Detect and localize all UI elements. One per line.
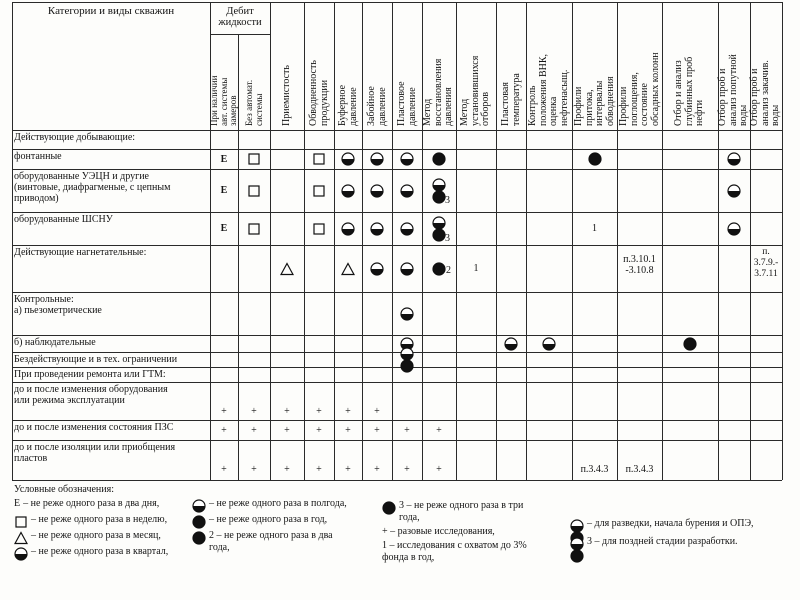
column-header (617, 2, 662, 130)
row-label: Действующие нагнетательные: (14, 247, 147, 258)
cell-value: п. 3.7.9.- 3.7.11 (753, 247, 779, 279)
quarter-circle-icon (341, 184, 355, 198)
half-over-filled-icon (570, 536, 584, 567)
legend-text: 3 – для поздней стадии разработки. (587, 536, 738, 547)
half-circle-icon (727, 222, 741, 236)
half-circle-icon (400, 184, 414, 198)
cell-value: E (220, 223, 228, 234)
row-label: до и после изоляции или приобщения пластов (14, 442, 176, 464)
column-header-label: При наличии авт. системы замеров (208, 75, 238, 126)
cell-value: + (316, 464, 322, 475)
column-header (572, 2, 617, 130)
header-categories: Категории и виды скважин (47, 6, 175, 17)
cell-value: + (221, 464, 227, 475)
legend-text: + – разовые исследования, (382, 526, 495, 537)
row-label: б) наблюдательные (14, 337, 96, 348)
square-icon (312, 222, 326, 236)
row-label: до и после изменения состояния ПЗС (14, 422, 174, 433)
cell-value: п.3.4.3 (625, 464, 654, 475)
column-header (662, 2, 718, 130)
legend-text: – не реже одного раза в два дня, (23, 498, 160, 509)
legend-item (14, 546, 168, 565)
legend-text: – не реже одного раза в полгода, (209, 498, 347, 509)
cell-value: 1 (473, 263, 479, 274)
cell-value: + (251, 464, 257, 475)
subscript: 2 (446, 264, 451, 276)
row-label: При проведении ремонта или ГТМ: (14, 369, 166, 380)
cell-value: + (284, 464, 290, 475)
column-header-label: Отбор проб и анализ попутной воды (717, 54, 750, 126)
cell-value: E (220, 153, 228, 165)
quarter-circle-icon (341, 152, 355, 166)
legend-item (382, 526, 495, 538)
row-label: до и после изменения оборудования или режима эксплуатации (14, 384, 168, 406)
half-over-filled-icon (432, 178, 446, 204)
filled-circle-icon (192, 530, 206, 549)
legend-text: – не реже одного раза в квартал, (31, 546, 169, 557)
legend-mark: E (14, 498, 21, 509)
column-header (362, 2, 392, 130)
legend-text: 1 – исследования с охватом до 3% фонда в год, (382, 540, 527, 563)
subscript: 3 (445, 194, 450, 206)
legend-title: Условные обозначения: (14, 484, 115, 495)
quarter-circle-icon (370, 152, 384, 166)
cell-value: + (251, 424, 257, 436)
row-label: фонтанные (14, 151, 62, 162)
column-header (304, 2, 334, 130)
column-header-label: Контроль положения ВНК, оценка нефтенасыщ. (527, 53, 570, 126)
cell-value: + (436, 424, 442, 436)
column-header (422, 2, 456, 130)
legend-item (570, 536, 738, 567)
monitoring-table (12, 2, 782, 480)
triangle-icon (280, 262, 294, 276)
square-icon (247, 222, 261, 236)
cell-value: 1 (592, 223, 597, 234)
legend-item (192, 530, 333, 554)
cell-value: + (345, 406, 351, 417)
column-header-label: Забойное давление (365, 86, 387, 126)
cell-value: + (345, 464, 351, 475)
row-label: Бездействующие и в тех. ограничении (14, 354, 178, 365)
legend-item (382, 500, 523, 524)
half-over-filled-icon (432, 216, 446, 242)
column-header (750, 2, 782, 130)
column-header (456, 2, 496, 130)
column-header-label: Обводненность продукции (307, 60, 329, 126)
half-circle-icon (400, 307, 414, 321)
quarter-circle-icon (370, 222, 384, 236)
half-circle-icon (400, 262, 414, 276)
subscript: 3 (445, 232, 450, 244)
column-header-label: Приемистость (280, 65, 292, 126)
row-label: Контрольные: а) пьезометрические (14, 294, 102, 316)
legend-item (382, 540, 527, 564)
column-header (334, 2, 362, 130)
legend (14, 484, 794, 596)
quarter-circle-icon (341, 222, 355, 236)
cell-value: + (221, 406, 227, 417)
cell-value: п.3.4.3 (580, 464, 609, 475)
column-header (392, 2, 422, 130)
cell-value: + (345, 424, 351, 436)
cell-value: + (316, 424, 322, 436)
row-label: оборудованные УЭЦН и другие (винтовые, диафрагменые, с цепным приводом) (14, 171, 171, 204)
cell-value: п.3.10.1 -3.10.8 (623, 254, 656, 276)
cell-value: + (284, 424, 290, 436)
filled-circle-icon (432, 262, 446, 276)
column-header (210, 35, 238, 130)
column-header-label: Отбор проб и анализ закачив. воды (749, 60, 782, 126)
square-icon (312, 152, 326, 166)
column-header (718, 2, 750, 130)
grid-line (782, 2, 783, 480)
filled-circle-icon (432, 152, 446, 166)
cell-value: + (374, 424, 380, 436)
row-label: Действующие добывающие: (14, 132, 136, 143)
half-circle-icon (727, 184, 741, 198)
square-icon (247, 152, 261, 166)
quarter-circle-icon (14, 546, 28, 565)
cell-value: + (436, 464, 442, 475)
half-circle-icon (400, 152, 414, 166)
legend-text: – не реже одного раза в месяц, (31, 530, 161, 541)
column-header (270, 2, 304, 130)
cell-value: + (316, 406, 322, 417)
column-header (496, 2, 526, 130)
triangle-icon (341, 262, 355, 276)
half-circle-icon (400, 222, 414, 236)
quarter-circle-icon (370, 262, 384, 276)
column-header-label: Буферное давление (336, 84, 358, 126)
legend-text: – для разведки, начала бурения и ОПЭ, (587, 518, 754, 529)
square-icon (247, 184, 261, 198)
legend-item (14, 498, 159, 510)
legend-text: 3 – не реже одного раза в три года, (399, 500, 524, 523)
cell-value: + (221, 424, 227, 436)
column-header-label: Профили притока, интервалы обводнения (572, 76, 615, 126)
row-label: оборудованные ШСНУ (14, 214, 113, 225)
cell-value: + (374, 464, 380, 475)
quarter-circle-icon (370, 184, 384, 198)
cell-value: E (220, 185, 228, 196)
square-icon (312, 184, 326, 198)
legend-text: – не реже одного раза в неделю, (31, 514, 168, 525)
filled-circle-icon (683, 337, 697, 351)
column-header (238, 35, 270, 130)
column-header-label: Без автомат. системы (243, 79, 263, 126)
half-circle-icon (727, 152, 741, 166)
half-over-filled-icon (400, 347, 414, 373)
column-header-label: Пластовая температура (499, 73, 521, 126)
cell-value: + (404, 424, 410, 436)
legend-text: – не реже одного раза в год, (209, 514, 328, 525)
half-circle-icon (504, 337, 518, 351)
cell-value: + (404, 464, 410, 475)
column-header-label: Метод установившихся отборов (459, 55, 492, 126)
grid-line (12, 480, 782, 481)
half-circle-icon (542, 337, 556, 351)
cell-value: + (251, 406, 257, 417)
legend-text: 2 – не реже одного раза в два года, (209, 530, 333, 553)
cell-value: + (374, 406, 380, 417)
column-header-label: Профили поглощения, состояние обсадных колонн (617, 52, 660, 126)
header-debit: Дебит жидкости (218, 6, 262, 28)
column-header-label: Отбор и анализ глубинных проб нефти (673, 56, 706, 126)
filled-circle-icon (382, 500, 396, 519)
column-header (526, 2, 572, 130)
filled-circle-icon (588, 152, 602, 166)
column-header-label: Метод восстановления давления (422, 58, 455, 126)
column-header-label: Пластовое давление (395, 81, 417, 126)
cell-value: + (284, 406, 290, 417)
